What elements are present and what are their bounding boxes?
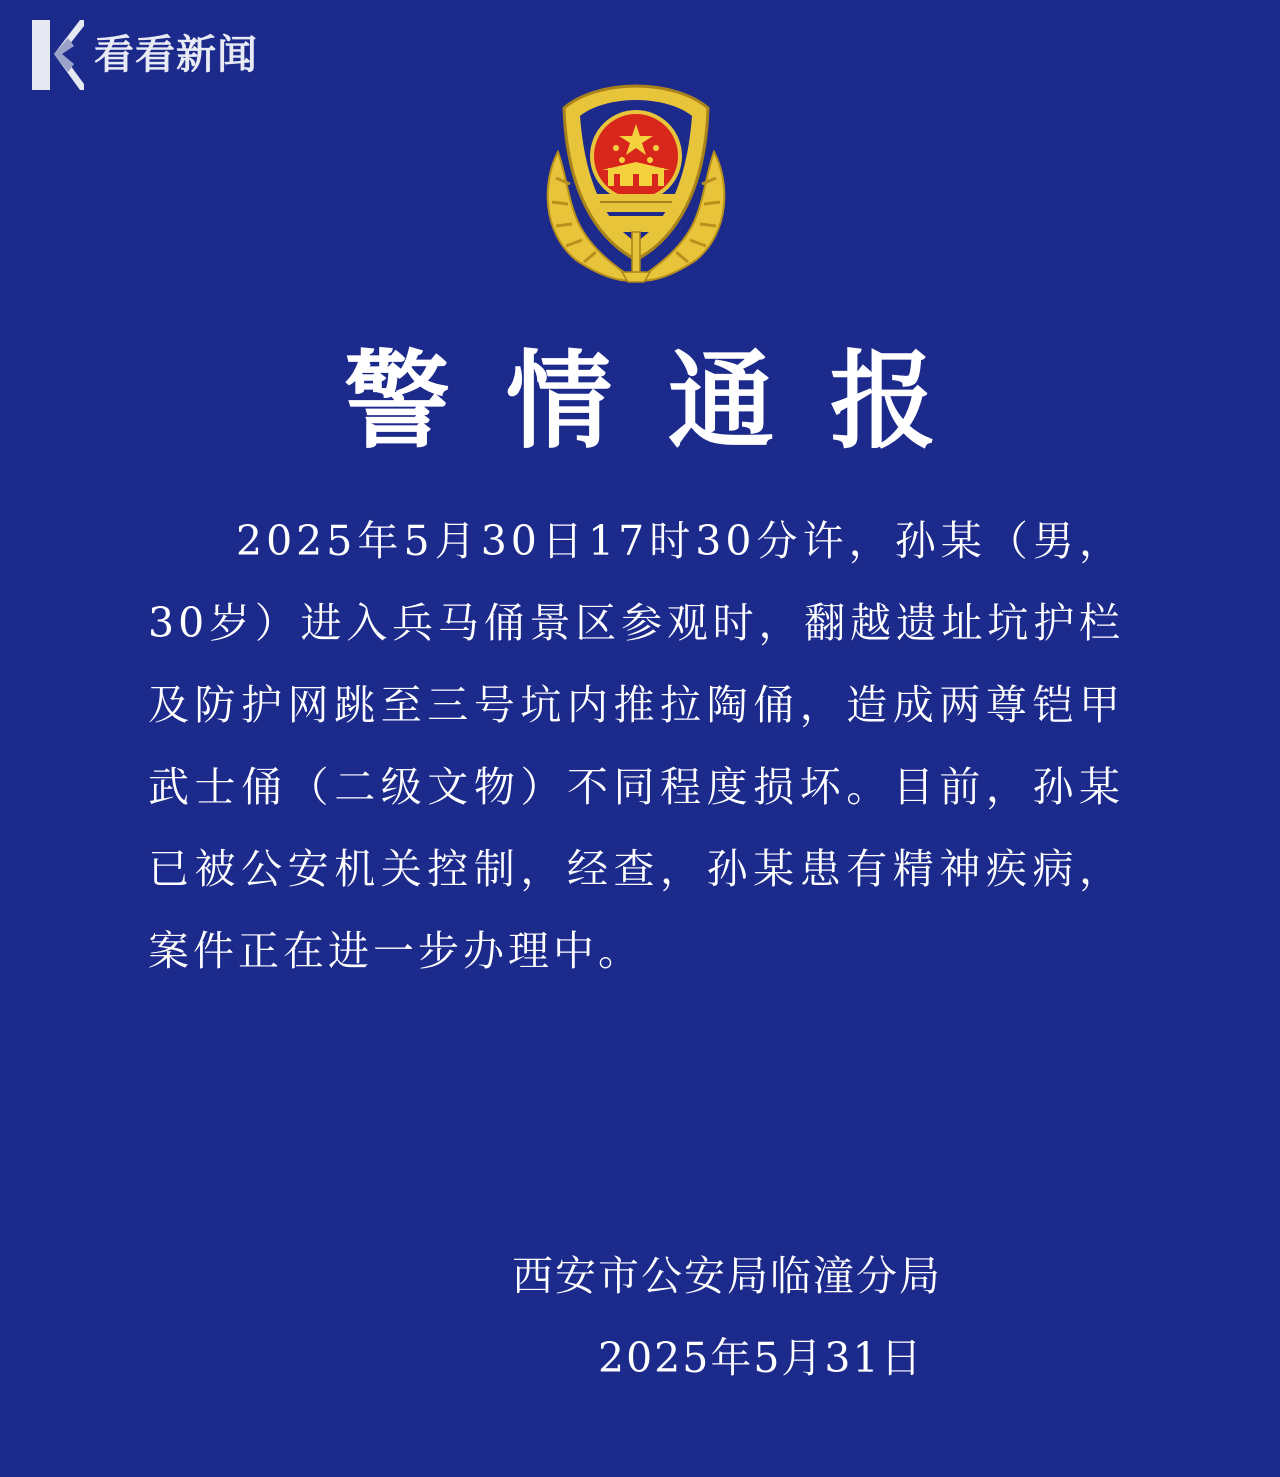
issuing-authority: 西安市公安局临潼分局	[512, 1252, 942, 1300]
notice-body: 2025年5月30日17时30分许，孙某（男，30岁）进入兵马俑景区参观时，翻越遗址坑护栏及防护网跳至三号坑内推拉陶俑，造成两尊铠甲武士俑（二级文物）不同程度损坏。目前，孙某已被公安机关控制，经查，孙某患有精神疾病，案件正在进一步办理中。	[148, 517, 1124, 975]
issue-date: 2025年5月31日	[598, 1334, 924, 1382]
police-emblem-icon	[536, 82, 736, 286]
watermark-brand-name: 看看新闻	[94, 32, 258, 78]
kankan-news-logo-icon	[28, 18, 86, 92]
notice-title: 警情通报	[344, 340, 992, 463]
kankan-news-watermark	[28, 18, 258, 92]
